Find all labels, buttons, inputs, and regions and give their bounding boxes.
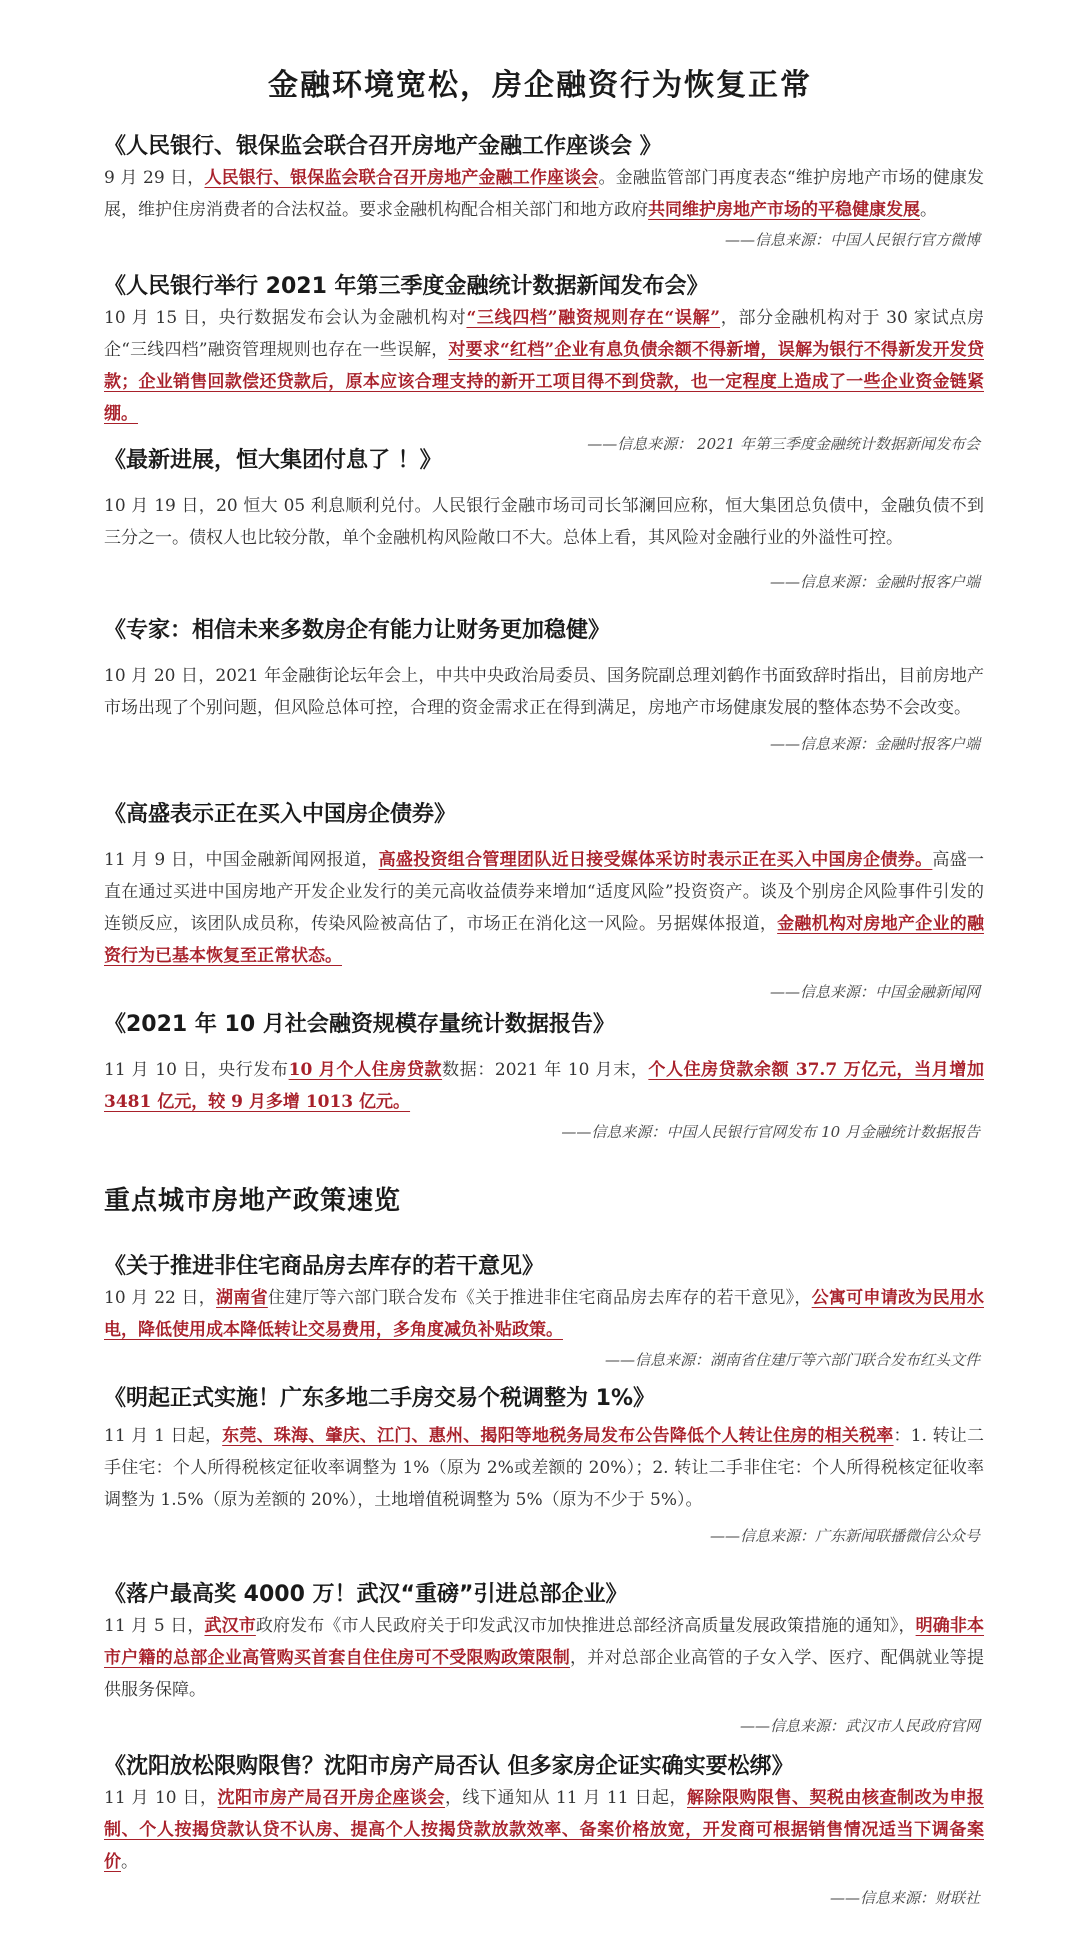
article-source: ——信息来源：湖南省住建厅等六部门联合发布红头文件 [604, 1351, 980, 1369]
article-source: ——信息来源： 2021 年第三季度金融统计数据新闻发布会 [587, 435, 980, 453]
article-title: 《落户最高奖 4000 万！武汉“重磅”引进总部企业》 [104, 1582, 628, 1607]
article-title: 《沈阳放松限购限售？沈阳市房产局否认 但多家房企证实确实要松绑》 [104, 1754, 794, 1779]
article-body: 11 月 1 日起，东莞、珠海、肇庆、江门、惠州、揭阳等地税务局发布公告降低个人转让住房的相关税率：1. 转让二手住宅：个人所得税核定征收率调整为 1%（原为 2%或差额的 20%）；2. 转让二手非住宅：个人所得税核定征收率调整为 1.5%（原为差额的 20%），土地增值税调整为 5%（原为不少于 5%）。 [104, 1426, 985, 1510]
article-source: ——信息来源：武汉市人民政府官网 [739, 1717, 980, 1735]
article-5 [104, 800, 984, 1006]
article-source: ——信息来源：中国人民银行官网发布 10 月金融统计数据报告 [561, 1123, 980, 1141]
section-heading: 重点城市房地产政策速览 [104, 1186, 402, 1216]
article-title: 《关于推进非住宅商品房去库存的若干意见》 [104, 1254, 545, 1279]
article-title: 《高盛表示正在买入中国房企债券》 [104, 802, 457, 827]
article-1 [104, 132, 984, 254]
article-title: 《人民银行举行 2021 年第三季度金融统计数据新闻发布会》 [104, 274, 709, 299]
page-title: 金融环境宽松，房企融资行为恢复正常 [268, 68, 812, 103]
article-source: ——信息来源：中国人民银行官方微博 [724, 231, 980, 249]
article-title: 《最新进展，恒大集团付息了 ！》 [104, 448, 442, 473]
article-4 [104, 616, 984, 758]
article-source: ——信息来源：中国金融新闻网 [769, 983, 980, 1001]
article-body: 9 月 29 日，人民银行、银保监会联合召开房地产金融工作座谈会。金融监管部门再度表态“维护房地产市场的健康发展，维护住房消费者的合法权益。要求金融机构配合相关部门和地方政府共同维护房地产市场的平稳健康发展。 [104, 168, 985, 220]
article-body: 11 月 10 日，央行发布10 月个人住房贷款数据：2021 年 10 月末，个人住房贷款余额 37.7 万亿元，当月增加 3481 亿元，较 9 月多增 1013 亿元。 [104, 1060, 985, 1112]
article-title: 《明起正式实施！广东多地二手房交易个税调整为 1%》 [104, 1386, 656, 1411]
article-body: 11 月 9 日，中国金融新闻网报道，高盛投资组合管理团队近日接受媒体采访时表示正在买入中国房企债券。高盛一直在通过买进中国房地产开发企业发行的美元高收益债券来增加“适度风险”投资资产。谈及个别房企风险事件引发的连锁反应，该团队成员称，传染风险被高估了，市场正在消化这一风险。另据媒体报道，金融机构对房地产企业的融资行为已基本恢复至正常状态。 [104, 850, 985, 966]
article-8 [104, 1384, 984, 1550]
article-source: ——信息来源：金融时报客户端 [769, 735, 980, 753]
article-source: ——信息来源：广东新闻联播微信公众号 [709, 1527, 980, 1545]
article-10 [104, 1752, 984, 1912]
article-title: 《人民银行、银保监会联合召开房地产金融工作座谈会 》 [104, 134, 662, 159]
article-3 [104, 446, 984, 596]
article-source: ——信息来源：财联社 [829, 1889, 980, 1907]
article-body: 10 月 22 日，湖南省住建厅等六部门联合发布《关于推进非住宅商品房去库存的若干意见》，公寓可申请改为民用水电，降低使用成本降低转让交易费用，多角度减负补贴政策。 [104, 1288, 984, 1340]
article-body: 11 月 5 日，武汉市政府发布《市人民政府关于印发武汉市加快推进总部经济高质量发展政策措施的通知》，明确非本市户籍的总部企业高管购买首套自住住房可不受限购政策限制，并对总部企业高管的子女入学、医疗、配偶就业等提供服务保障。 [104, 1616, 985, 1700]
article-title: 《2021 年 10 月社会融资规模存量统计数据报告》 [104, 1012, 615, 1037]
article-body: 11 月 10 日，沈阳市房产局召开房企座谈会，线下通知从 11 月 11 日起，解除限购限售、契税由核查制改为申报制、个人按揭贷款认贷不认房、提高个人按揭贷款放款效率、备案价格放宽，开发商可根据销售情况适当下调备案价。 [104, 1788, 985, 1872]
article-title: 《专家：相信未来多数房企有能力让财务更加稳健》 [104, 618, 611, 643]
article-source: ——信息来源：金融时报客户端 [769, 573, 980, 591]
article-2 [104, 272, 984, 458]
article-body: 10 月 20 日，2021 年金融街论坛年会上，中共中央政治局委员、国务院副总理刘鹤作书面致辞时指出，目前房地产市场出现了个别问题，但风险总体可控，合理的资金需求正在得到满足，房地产市场健康发展的整体态势不会改变。 [104, 666, 984, 718]
article-body: 10 月 15 日，央行数据发布会认为金融机构对“三线四档”融资规则存在“误解”，部分金融机构对于 30 家试点房企“三线四档”融资管理规则也存在一些误解，对要求“红档”企业有息负债余额不得新增，误解为银行不得新发开发贷款；企业销售回款偿还贷款后，原本应该合理支持的新开工项目得不到贷款，也一定程度上造成了一些企业资金链紧绷。 [104, 308, 984, 424]
article-9 [104, 1580, 984, 1740]
article-7 [104, 1252, 984, 1374]
article-body: 10 月 19 日，20 恒大 05 利息顺利兑付。人民银行金融市场司司长邹澜回应称，恒大集团总负债中，金融负债不到三分之一。债权人也比较分散，单个金融机构风险敞口不大。总体上看，其风险对金融行业的外溢性可控。 [104, 496, 984, 548]
article-6 [104, 1010, 984, 1146]
